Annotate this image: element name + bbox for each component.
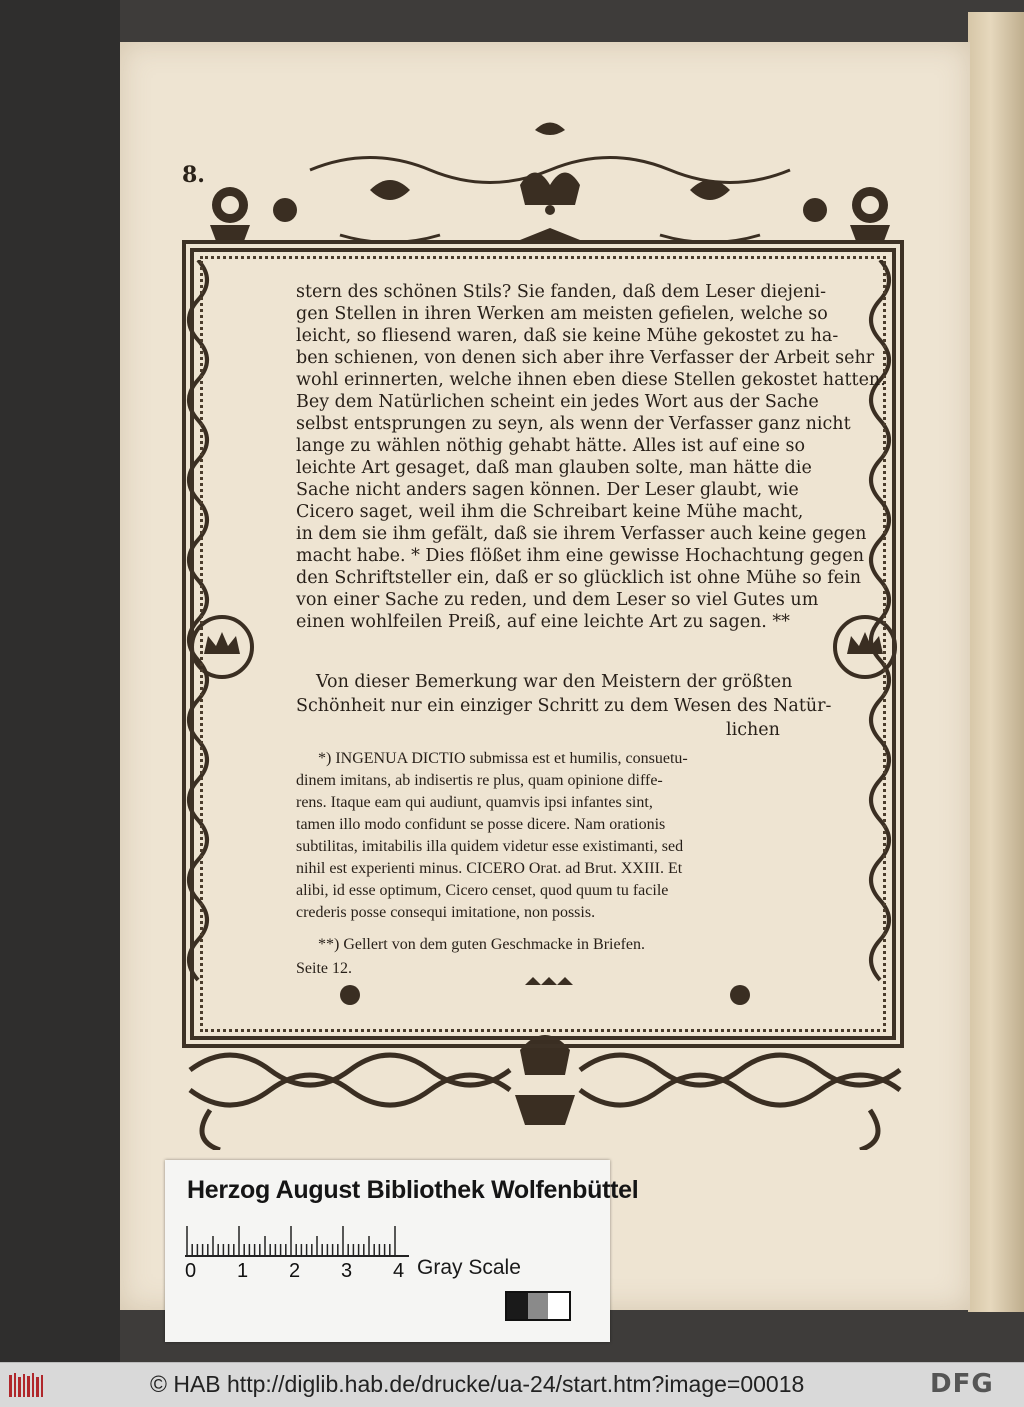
- ruler-scale: [185, 1222, 409, 1258]
- text-line: selbst entsprungen zu seyn, als wenn der Verfasser ganz nicht: [296, 414, 851, 434]
- hab-logo-icon: [8, 1371, 44, 1399]
- text-line: Bey dem Natürlichen scheint ein jedes Wort aus der Sache: [296, 392, 819, 412]
- top-ornament: [190, 110, 910, 260]
- footnote-line: Seite 12.: [296, 960, 352, 977]
- dfg-logo: DFG: [930, 1369, 994, 1399]
- ruler-number: 4: [393, 1260, 405, 1282]
- gray-scale-label: Gray Scale: [417, 1256, 521, 1279]
- text-line: den Schriftsteller ein, daß er so glücklich ist ohne Mühe so fein: [296, 568, 862, 588]
- ruler-numbers: [179, 1260, 439, 1290]
- ruler-number: 1: [237, 1260, 249, 1282]
- text-line: Sache nicht anders sagen können. Der Leser glaubt, wie: [296, 480, 799, 500]
- library-name: Herzog August Bibliothek Wolfenbüttel: [187, 1176, 639, 1204]
- text-line: einen wohlfeilen Preiß, auf eine leichte Art zu sagen. **: [296, 612, 790, 632]
- text-line: ben schienen, von denen sich aber ihre Verfasser der Arbeit sehr: [296, 348, 875, 368]
- page-number: 8.: [182, 162, 205, 188]
- catchword: lichen: [726, 720, 780, 740]
- footnote-line: alibi, id esse optimum, Cicero censet, quod quum tu facile: [296, 882, 669, 899]
- ruler-number: 3: [341, 1260, 353, 1282]
- ruler-number: 2: [289, 1260, 301, 1282]
- library-label-card: [165, 1160, 639, 1342]
- text-line: leichte Art gesaget, daß man glauben solte, man hätte die: [296, 458, 812, 478]
- text-line: Von dieser Bemerkung war den Meistern der größten: [316, 672, 793, 692]
- text-line: von einer Sache zu reden, und dem Leser so viel Gutes um: [296, 590, 819, 610]
- text-line: leicht, so fliesend waren, daß sie keine Mühe gekostet zu ha-: [296, 326, 839, 346]
- viewer-footer: [0, 1362, 1024, 1407]
- footnote-line: tamen illo modo confidunt se posse dicere. Nam orationis: [296, 816, 666, 833]
- footnote-line: nihil est experienti minus. CICERO Orat. ad Brut. XXIII. Et: [296, 860, 683, 877]
- text-line: wohl erinnerten, welche ihnen eben diese Stellen gekostet hatten.: [296, 370, 886, 390]
- footnote-line: subtilitas, imitabilis illa quidem videtur esse existimanti, sed: [296, 838, 684, 855]
- text-line: Cicero saget, weil ihm die Schreibart keine Mühe macht,: [296, 502, 804, 522]
- ruler-number: 0: [185, 1260, 197, 1282]
- text-line: Schönheit nur ein einziger Schritt zu dem Wesen des Natür-: [296, 696, 832, 716]
- text-line: gen Stellen in ihren Werken am meisten gefielen, welche so: [296, 304, 828, 324]
- text-line: macht habe. * Dies flößet ihm eine gewisse Hochachtung gegen: [296, 546, 865, 566]
- copyright-url[interactable]: © HAB http://diglib.hab.de/drucke/ua-24/start.htm?image=00018: [150, 1371, 805, 1397]
- gray-scale-bar: [505, 1291, 571, 1321]
- text-line: stern des schönen Stils? Sie fanden, daß dem Leser diejeni-: [296, 282, 827, 302]
- footnote-line: rens. Itaque eam qui audiunt, quamvis ipsi infantes sint,: [296, 794, 653, 811]
- footnote-line: **) Gellert von dem guten Geschmacke in Briefen.: [318, 936, 645, 953]
- footnote-line: crederis posse consequi imitatione, non possis.: [296, 904, 596, 921]
- text-line: in dem sie ihm gefält, daß sie ihrem Verfasser auch keine gegen: [296, 524, 867, 544]
- adjacent-page-edge: [968, 12, 1024, 1312]
- book-spine-shadow: [0, 0, 120, 1362]
- footnote-line: *) INGENUA DICTIO submissa est et humilis, consuetu-: [318, 750, 688, 767]
- footnote-line: dinem imitans, ab indisertis re plus, quam opinione diffe-: [296, 772, 663, 789]
- text-line: lange zu wählen nöthig gehabt hätte. Alles ist auf eine so: [296, 436, 806, 456]
